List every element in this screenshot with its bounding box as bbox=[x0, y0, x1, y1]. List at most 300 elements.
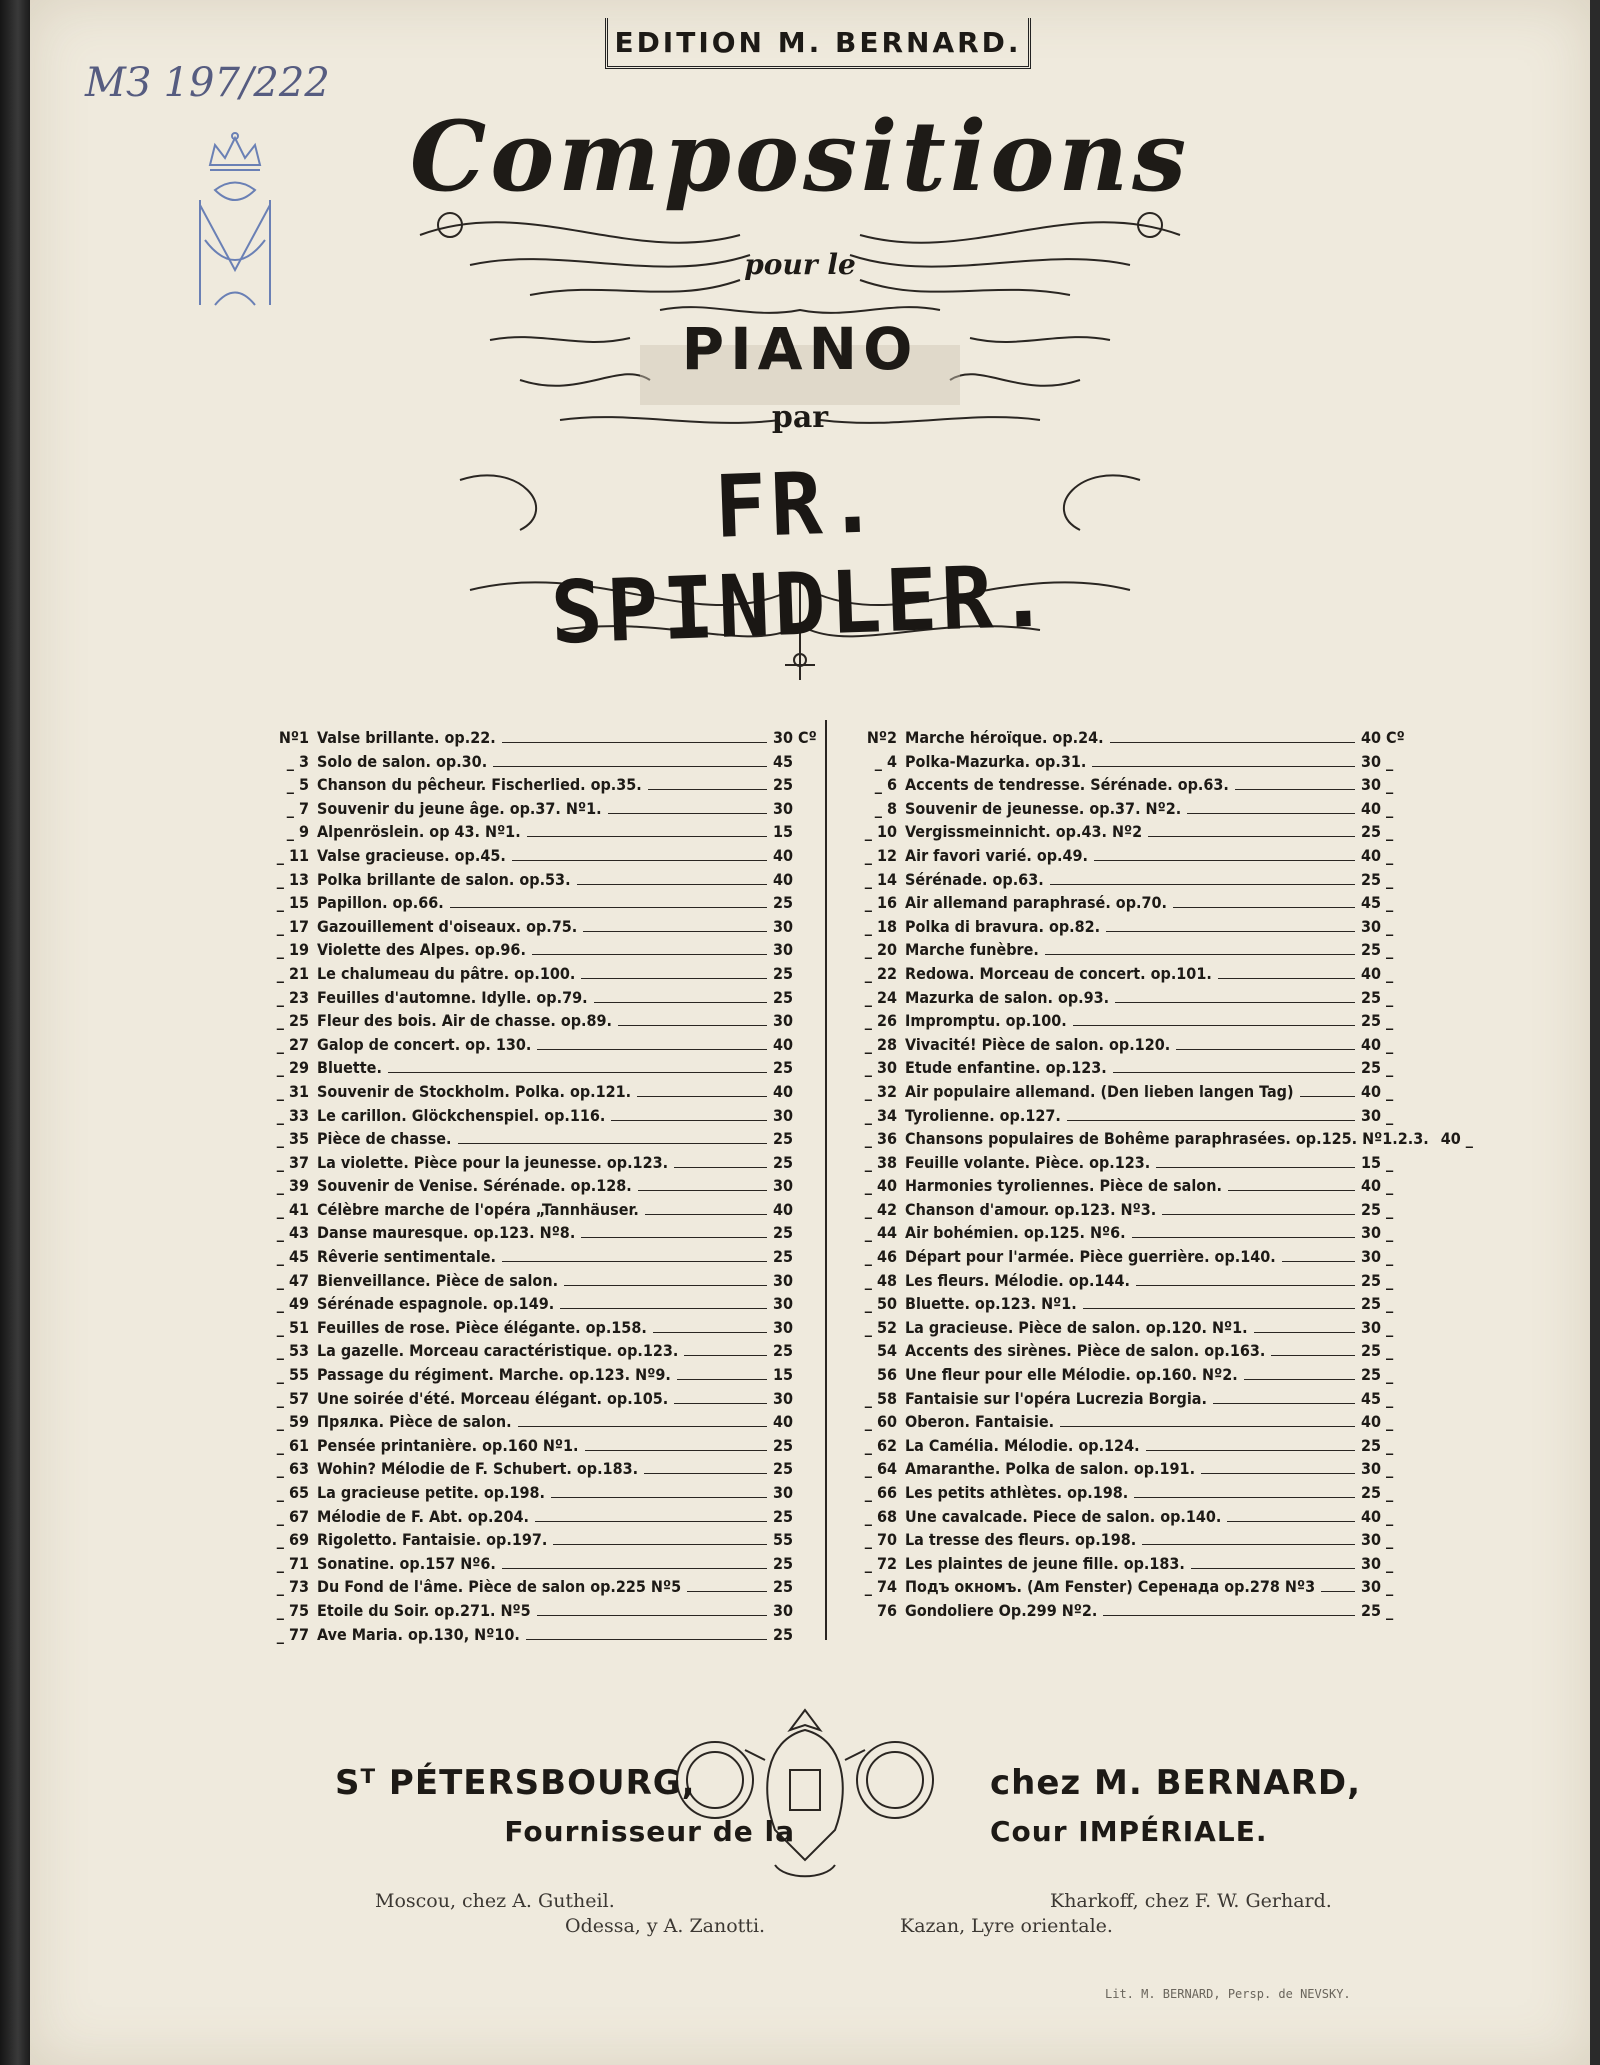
entry-number: _ 12 bbox=[864, 845, 897, 865]
entry-title: Polka brillante de salon. op.53. bbox=[317, 869, 571, 889]
entry-price: 15 bbox=[773, 1365, 794, 1385]
entry-price: 30 bbox=[773, 1600, 794, 1620]
entry-title: Galop de concert. op. 130. bbox=[317, 1034, 532, 1054]
catalog-entry bbox=[255, 1271, 815, 1295]
entry-title: Valse brillante. op.22. bbox=[317, 728, 496, 747]
catalog-entry bbox=[255, 1247, 815, 1271]
leader-line bbox=[1146, 1450, 1355, 1451]
entry-title: Célèbre marche de l'opéra „Tannhäuser. bbox=[317, 1199, 639, 1219]
catalog-column-divider bbox=[825, 720, 827, 1640]
leader-line bbox=[585, 1450, 767, 1451]
entry-title: Polka-Mazurka. op.31. bbox=[905, 751, 1087, 771]
entry-price: 55 bbox=[773, 1530, 794, 1550]
leader-line bbox=[1218, 978, 1355, 979]
entry-price: 30 _ bbox=[1361, 1247, 1394, 1267]
catalog-entry bbox=[255, 1318, 815, 1342]
catalog-entry bbox=[255, 1507, 815, 1531]
catalog-entry bbox=[255, 964, 815, 988]
catalog-entry bbox=[255, 1200, 815, 1224]
entry-title: Une soirée d'été. Morceau élégant. op.105. bbox=[317, 1388, 669, 1408]
entry-price: 25 bbox=[773, 963, 794, 983]
entry-title: Mélodie de F. Abt. op.204. bbox=[317, 1506, 529, 1526]
entry-title: Polka di bravura. op.82. bbox=[905, 916, 1101, 936]
catalog-entry bbox=[843, 1200, 1403, 1224]
entry-number: _ 53 bbox=[276, 1341, 309, 1361]
catalog-entry bbox=[255, 1459, 815, 1483]
entry-title: Air favori varié. op.49. bbox=[905, 845, 1088, 865]
leader-line bbox=[1110, 742, 1355, 743]
entry-number: _ 61 bbox=[276, 1435, 309, 1455]
entry-price: 30 _ bbox=[1361, 1530, 1394, 1550]
catalog-entry bbox=[255, 1294, 815, 1318]
entry-number: _ 8 bbox=[874, 798, 897, 818]
entry-price: 25 bbox=[773, 1624, 794, 1644]
entry-price: 25 bbox=[773, 1223, 794, 1243]
leader-line bbox=[577, 884, 767, 885]
entry-price: 15 bbox=[773, 822, 794, 842]
entry-title: Feuilles d'automne. Idylle. op.79. bbox=[317, 987, 588, 1007]
main-title: Compositions bbox=[409, 100, 1191, 213]
catalog-entry bbox=[843, 1507, 1403, 1531]
entry-number: _ 69 bbox=[276, 1530, 309, 1550]
entry-price: 25 _ bbox=[1361, 869, 1394, 889]
entry-title: Air populaire allemand. (Den lieben langen Tag) bbox=[905, 1081, 1294, 1101]
entry-number: _ 45 bbox=[276, 1247, 309, 1267]
imprint-right bbox=[990, 1763, 1410, 1848]
catalog-entry bbox=[843, 1459, 1403, 1483]
catalog-entry bbox=[255, 1530, 815, 1554]
entry-price: 30 _ bbox=[1361, 1553, 1394, 1573]
entry-number: _ 46 bbox=[864, 1247, 897, 1267]
entry-title: Les petits athlètes. op.198. bbox=[905, 1483, 1129, 1502]
entry-number: _ 9 bbox=[286, 822, 309, 842]
catalog-entry bbox=[255, 1483, 815, 1507]
entry-number: _ 35 bbox=[276, 1129, 309, 1149]
leader-line bbox=[560, 1308, 767, 1309]
imprint-publisher: chez M. BERNARD, bbox=[990, 1763, 1362, 1803]
entry-title: Прялка. Pièce de salon. bbox=[317, 1412, 512, 1432]
entry-price: 30 _ bbox=[1361, 775, 1394, 795]
catalog-entry bbox=[843, 1530, 1403, 1554]
leader-line bbox=[645, 1214, 767, 1215]
leader-line bbox=[1106, 931, 1355, 932]
entry-price: 25 bbox=[773, 893, 794, 913]
leader-line bbox=[450, 907, 767, 908]
entry-number: _ 17 bbox=[276, 916, 309, 936]
entry-number: _ 34 bbox=[864, 1105, 897, 1125]
entry-number: _ 75 bbox=[276, 1600, 309, 1620]
catalog-entry bbox=[255, 1035, 815, 1059]
pour-le-text: pour le bbox=[744, 248, 856, 281]
leader-line bbox=[1142, 1544, 1355, 1545]
entry-price: 30 bbox=[773, 1388, 794, 1408]
leader-line bbox=[1132, 1237, 1355, 1238]
leader-line bbox=[1092, 766, 1355, 767]
catalog-entry bbox=[843, 1176, 1403, 1200]
entry-title: Air allemand paraphrasé. op.70. bbox=[905, 893, 1167, 913]
catalog-entry bbox=[843, 1035, 1403, 1059]
entry-number: _ 3 bbox=[286, 751, 309, 771]
leader-line bbox=[1321, 1591, 1355, 1592]
leader-line bbox=[1073, 1025, 1355, 1026]
entry-title: Gondoliere Op.299 Nº2. bbox=[905, 1600, 1098, 1620]
entry-price: 25 _ bbox=[1361, 987, 1394, 1007]
entry-price: 40 _ bbox=[1361, 1506, 1394, 1526]
catalog-entry bbox=[843, 1247, 1403, 1271]
imprint-court: Cour IMPÉRIALE. bbox=[990, 1815, 1268, 1848]
entry-price: 40 bbox=[773, 1199, 794, 1219]
entry-number: _ 21 bbox=[276, 963, 309, 983]
entry-title: Marche funèbre. bbox=[905, 940, 1039, 960]
entry-number: _ 30 bbox=[864, 1058, 897, 1078]
entry-title: Souvenir du jeune âge. op.37. Nº1. bbox=[317, 798, 602, 818]
entry-title: Ave Maria. op.130, Nº10. bbox=[317, 1624, 520, 1644]
entry-title: Valse gracieuse. op.45. bbox=[317, 845, 506, 865]
entry-price: 40 _ bbox=[1361, 798, 1394, 818]
entry-title: Etoile du Soir. op.271. Nº5 bbox=[317, 1600, 531, 1620]
entry-title: Les fleurs. Mélodie. op.144. bbox=[905, 1270, 1130, 1290]
entry-price: 30 _ bbox=[1361, 916, 1394, 936]
leader-line bbox=[526, 1639, 767, 1640]
lithographer-credit: Lit. M. BERNARD, Persp. de NEVSKY. bbox=[1105, 1987, 1351, 2001]
catalog-entry bbox=[843, 893, 1403, 917]
catalog-entry bbox=[255, 775, 815, 799]
entry-price: 30 bbox=[773, 1270, 794, 1290]
entry-price: 25 bbox=[773, 1506, 794, 1526]
entry-number: _ 5 bbox=[286, 775, 309, 795]
entry-price: 30 bbox=[773, 798, 794, 818]
catalog-entry bbox=[255, 1577, 815, 1601]
leader-line bbox=[581, 1237, 767, 1238]
leader-line bbox=[1191, 1568, 1355, 1569]
entry-number: _ 25 bbox=[276, 1011, 309, 1031]
entry-price: 25 _ bbox=[1361, 1365, 1394, 1385]
catalog-entry bbox=[255, 1058, 815, 1082]
entry-title: Oberon. Fantaisie. bbox=[905, 1412, 1055, 1432]
entry-number: _ 47 bbox=[276, 1270, 309, 1290]
leader-line bbox=[1227, 1521, 1355, 1522]
entry-number: _ 52 bbox=[864, 1317, 897, 1337]
entry-title: La gracieuse petite. op.198. bbox=[317, 1483, 546, 1502]
catalog-entry bbox=[843, 1365, 1403, 1389]
entry-number: _ 36 bbox=[864, 1129, 897, 1149]
entry-number: _ 74 bbox=[864, 1577, 897, 1597]
entry-price: 25 bbox=[773, 1435, 794, 1455]
catalog-right-column bbox=[843, 728, 1473, 1625]
entry-number: _ 58 bbox=[864, 1388, 897, 1408]
catalog-entry bbox=[255, 1082, 815, 1106]
entry-title: Danse mauresque. op.123. Nº8. bbox=[317, 1223, 576, 1243]
entry-number: _ 42 bbox=[864, 1199, 897, 1219]
entry-price: 45 _ bbox=[1361, 1388, 1394, 1408]
leader-line bbox=[512, 860, 767, 861]
entry-number: 76 bbox=[876, 1600, 897, 1620]
entry-number: _ 48 bbox=[864, 1270, 897, 1290]
leader-line bbox=[648, 789, 767, 790]
entry-price: 25 bbox=[773, 1577, 794, 1597]
entry-title: Sonatine. op.157 Nº6. bbox=[317, 1553, 496, 1573]
entry-number: _ 28 bbox=[864, 1034, 897, 1054]
entry-number: _ 20 bbox=[864, 940, 897, 960]
entry-number: _ 70 bbox=[864, 1530, 897, 1550]
entry-title: Le carillon. Glöckchenspiel. op.116. bbox=[317, 1105, 606, 1125]
entry-title: Air bohémien. op.125. Nº6. bbox=[905, 1223, 1126, 1243]
leader-line bbox=[618, 1025, 767, 1026]
entry-number: _ 49 bbox=[276, 1294, 309, 1314]
leader-line bbox=[502, 742, 767, 743]
entry-title: Passage du régiment. Marche. op.123. Nº9. bbox=[317, 1365, 671, 1385]
imprint-city: Sᵀ PÉTERSBOURG, bbox=[335, 1763, 696, 1803]
catalog-entry bbox=[843, 1058, 1403, 1082]
leader-line bbox=[1103, 1615, 1355, 1616]
entry-price: 30 bbox=[773, 1011, 794, 1031]
catalog-entry bbox=[843, 1129, 1473, 1153]
catalog-entry bbox=[843, 1554, 1403, 1578]
entry-title: La tresse des fleurs. op.198. bbox=[905, 1530, 1137, 1550]
entry-title: Fantaisie sur l'opéra Lucrezia Borgia. bbox=[905, 1388, 1207, 1408]
entry-number: Nº1 bbox=[278, 728, 309, 747]
entry-number: _ 24 bbox=[864, 987, 897, 1007]
entry-price: 30 bbox=[773, 1483, 794, 1502]
leader-line bbox=[1201, 1473, 1355, 1474]
leader-line bbox=[611, 1120, 767, 1121]
leader-line bbox=[388, 1072, 767, 1073]
entry-title: Wohin? Mélodie de F. Schubert. op.183. bbox=[317, 1459, 639, 1479]
entry-title: Bluette. bbox=[317, 1058, 382, 1078]
entry-number: _ 66 bbox=[864, 1483, 897, 1502]
entry-price: 25 _ bbox=[1361, 1058, 1394, 1078]
entry-price: 25 bbox=[773, 1553, 794, 1573]
catalog-entry bbox=[843, 1294, 1403, 1318]
entry-price: 40 bbox=[773, 869, 794, 889]
leader-line bbox=[1176, 1049, 1355, 1050]
entry-title: Gazouillement d'oiseaux. op.75. bbox=[317, 916, 578, 936]
leader-line bbox=[518, 1426, 767, 1427]
leader-line bbox=[1228, 1190, 1355, 1191]
entry-number: _ 43 bbox=[276, 1223, 309, 1243]
catalog-entry bbox=[255, 1412, 815, 1436]
entry-title: Accents de tendresse. Sérénade. op.63. bbox=[905, 775, 1229, 795]
entry-title: Une cavalcade. Piece de salon. op.140. bbox=[905, 1506, 1222, 1526]
leader-line bbox=[1213, 1403, 1355, 1404]
entry-price: 45 bbox=[773, 751, 794, 771]
entry-price: 25 bbox=[773, 1129, 794, 1149]
entry-price: 25 bbox=[773, 1058, 794, 1078]
catalog-entry bbox=[843, 1601, 1403, 1625]
entry-number: _ 59 bbox=[276, 1412, 309, 1432]
catalog-entry bbox=[843, 1577, 1403, 1601]
entry-number: _ 72 bbox=[864, 1553, 897, 1573]
entry-price: 40 _ bbox=[1361, 845, 1394, 865]
entry-price: 25 bbox=[773, 1152, 794, 1172]
leader-line bbox=[527, 836, 767, 837]
entry-title: Bluette. op.123. Nº1. bbox=[905, 1294, 1077, 1314]
entry-number: _ 26 bbox=[864, 1011, 897, 1031]
entry-title: Vivacité! Pièce de salon. op.120. bbox=[905, 1034, 1171, 1054]
entry-price: 40 Cº bbox=[1361, 728, 1405, 747]
entry-price: 25 bbox=[773, 775, 794, 795]
catalog-entry bbox=[843, 1436, 1403, 1460]
entry-number: _ 44 bbox=[864, 1223, 897, 1243]
leader-line bbox=[674, 1403, 767, 1404]
entry-price: 30 bbox=[773, 940, 794, 960]
entry-title: Les plaintes de jeune fille. op.183. bbox=[905, 1553, 1185, 1573]
entry-number: _ 63 bbox=[276, 1459, 309, 1479]
entry-price: 30 bbox=[773, 1176, 794, 1196]
catalog-entry bbox=[255, 988, 815, 1012]
leader-line bbox=[608, 813, 767, 814]
leader-line bbox=[1156, 1167, 1355, 1168]
catalog-entry bbox=[255, 1011, 815, 1035]
leader-line bbox=[493, 766, 767, 767]
entry-number: _ 22 bbox=[864, 963, 897, 983]
catalog-entry bbox=[255, 917, 815, 941]
leader-line bbox=[551, 1497, 767, 1498]
catalog-entry bbox=[255, 893, 815, 917]
entry-number: _ 77 bbox=[276, 1624, 309, 1644]
entry-title: Du Fond de l'âme. Pièce de salon op.225 Nº5 bbox=[317, 1577, 682, 1597]
entry-title: Solo de salon. op.30. bbox=[317, 751, 488, 771]
catalog-left-column bbox=[255, 728, 815, 1648]
entry-price: 40 _ bbox=[1361, 1034, 1394, 1054]
entry-number: Nº2 bbox=[866, 728, 897, 747]
entry-number: _ 31 bbox=[276, 1081, 309, 1101]
entry-price: 30 bbox=[773, 916, 794, 936]
catalog-entry bbox=[843, 728, 1403, 752]
entry-title: La gazelle. Morceau caractéristique. op.123. bbox=[317, 1341, 679, 1361]
entry-price: 25 _ bbox=[1361, 1294, 1394, 1314]
crown-monogram-stamp bbox=[180, 130, 290, 320]
catalog-entry bbox=[255, 752, 815, 776]
catalog-entry bbox=[843, 964, 1403, 988]
entry-title: Rigoletto. Fantaisie. op.197. bbox=[317, 1530, 548, 1550]
catalog-entry bbox=[255, 846, 815, 870]
entry-price: 30 Cº bbox=[773, 728, 817, 747]
entry-title: Pensée printanière. op.160 Nº1. bbox=[317, 1435, 579, 1455]
entry-title: Bienveillance. Pièce de salon. bbox=[317, 1270, 559, 1290]
entry-price: 25 bbox=[773, 1341, 794, 1361]
catalog-entry bbox=[255, 1365, 815, 1389]
entry-price: 30 _ bbox=[1361, 1459, 1394, 1479]
entry-title: Souvenir de Venise. Sérénade. op.128. bbox=[317, 1176, 632, 1196]
instrument-title: PIANO bbox=[681, 315, 919, 383]
entry-price: 25 _ bbox=[1361, 1270, 1394, 1290]
leader-line bbox=[1045, 954, 1355, 955]
leader-line bbox=[638, 1190, 767, 1191]
catalog-entry bbox=[843, 1318, 1403, 1342]
entry-title: Mazurka de salon. op.93. bbox=[905, 987, 1110, 1007]
catalog-entry bbox=[843, 822, 1403, 846]
catalog-entry bbox=[255, 1153, 815, 1177]
entry-price: 40 _ bbox=[1361, 963, 1394, 983]
entry-title: Подъ окномъ. (Am Fenster) Серенада op.278 Nº3 bbox=[905, 1577, 1316, 1597]
entry-title: Harmonies tyroliennes. Pièce de salon. bbox=[905, 1176, 1222, 1196]
leader-line bbox=[1083, 1308, 1355, 1309]
leader-line bbox=[1067, 1120, 1355, 1121]
entry-price: 40 bbox=[773, 845, 794, 865]
entry-number: _ 64 bbox=[864, 1459, 897, 1479]
entry-number: _ 32 bbox=[864, 1081, 897, 1101]
entry-price: 25 _ bbox=[1361, 1199, 1394, 1219]
leader-line bbox=[1162, 1214, 1355, 1215]
entry-title: Alpenröslein. op 43. Nº1. bbox=[317, 822, 521, 842]
leader-line bbox=[1300, 1096, 1355, 1097]
leader-line bbox=[532, 954, 767, 955]
entry-title: Feuille volante. Pièce. op.123. bbox=[905, 1152, 1151, 1172]
entry-number: _ 6 bbox=[874, 775, 897, 795]
entry-price: 30 _ bbox=[1361, 1577, 1394, 1597]
entry-number: _ 15 bbox=[276, 893, 309, 913]
entry-title: Le chalumeau du pâtre. op.100. bbox=[317, 963, 576, 983]
entry-number: _ 65 bbox=[276, 1483, 309, 1502]
entry-number: _ 13 bbox=[276, 869, 309, 889]
catalog-entry bbox=[843, 1271, 1403, 1295]
entry-number: _ 73 bbox=[276, 1577, 309, 1597]
entry-number: _ 4 bbox=[874, 751, 897, 771]
composer-name: FR. SPINDLER. bbox=[549, 452, 1055, 664]
leader-line bbox=[1244, 1379, 1355, 1380]
entry-number: _ 41 bbox=[276, 1199, 309, 1219]
entry-title: Tyrolienne. op.127. bbox=[905, 1105, 1061, 1125]
entry-number: 54 bbox=[876, 1341, 897, 1361]
leader-line bbox=[583, 931, 767, 932]
leader-line bbox=[1113, 1072, 1355, 1073]
catalog-entry bbox=[843, 1082, 1403, 1106]
catalog-entry bbox=[255, 1223, 815, 1247]
entry-title: Sérénade espagnole. op.149. bbox=[317, 1294, 555, 1314]
entry-price: 25 bbox=[773, 1459, 794, 1479]
agent-kazan: Kazan, Lyre orientale. bbox=[900, 1915, 1113, 1937]
catalog-entry bbox=[843, 1341, 1403, 1365]
entry-number: _ 38 bbox=[864, 1152, 897, 1172]
entry-price: 40 bbox=[773, 1034, 794, 1054]
entry-price: 25 _ bbox=[1361, 940, 1394, 960]
catalog-entry bbox=[843, 1483, 1403, 1507]
entry-number: _ 50 bbox=[864, 1294, 897, 1314]
entry-title: Chanson d'amour. op.123. Nº3. bbox=[905, 1199, 1157, 1219]
leader-line bbox=[502, 1568, 767, 1569]
entry-price: 40 _ bbox=[1361, 1176, 1394, 1196]
entry-title: La violette. Pièce pour la jeunesse. op.123. bbox=[317, 1152, 669, 1172]
entry-number: _ 14 bbox=[864, 869, 897, 889]
leader-line bbox=[653, 1332, 767, 1333]
entry-price: 30 _ bbox=[1361, 1223, 1394, 1243]
agent-odessa: Odessa, y A. Zanotti. bbox=[565, 1915, 766, 1937]
entry-title: Amaranthe. Polka de salon. op.191. bbox=[905, 1459, 1196, 1479]
entry-price: 40 _ bbox=[1361, 1081, 1394, 1101]
leader-line bbox=[564, 1285, 767, 1286]
entry-title: Souvenir de Stockholm. Polka. op.121. bbox=[317, 1081, 632, 1101]
leader-line bbox=[535, 1521, 767, 1522]
catalog-entry bbox=[255, 1129, 815, 1153]
catalog-entry bbox=[255, 1176, 815, 1200]
entry-title: Feuilles de rose. Pièce élégante. op.158. bbox=[317, 1317, 647, 1337]
leader-line bbox=[1115, 1002, 1355, 1003]
leader-line bbox=[553, 1544, 767, 1545]
entry-number: _ 29 bbox=[276, 1058, 309, 1078]
catalog-entry bbox=[843, 870, 1403, 894]
entry-price: 15 _ bbox=[1361, 1152, 1394, 1172]
entry-number: _ 71 bbox=[276, 1553, 309, 1573]
catalog-entry bbox=[843, 1223, 1403, 1247]
book-spine bbox=[0, 0, 30, 2065]
catalog-entry bbox=[255, 1554, 815, 1578]
leader-line bbox=[1050, 884, 1355, 885]
leader-line bbox=[1060, 1426, 1355, 1427]
leader-line bbox=[674, 1167, 767, 1168]
imprint-left bbox=[335, 1763, 795, 1848]
leader-line bbox=[1173, 907, 1355, 908]
